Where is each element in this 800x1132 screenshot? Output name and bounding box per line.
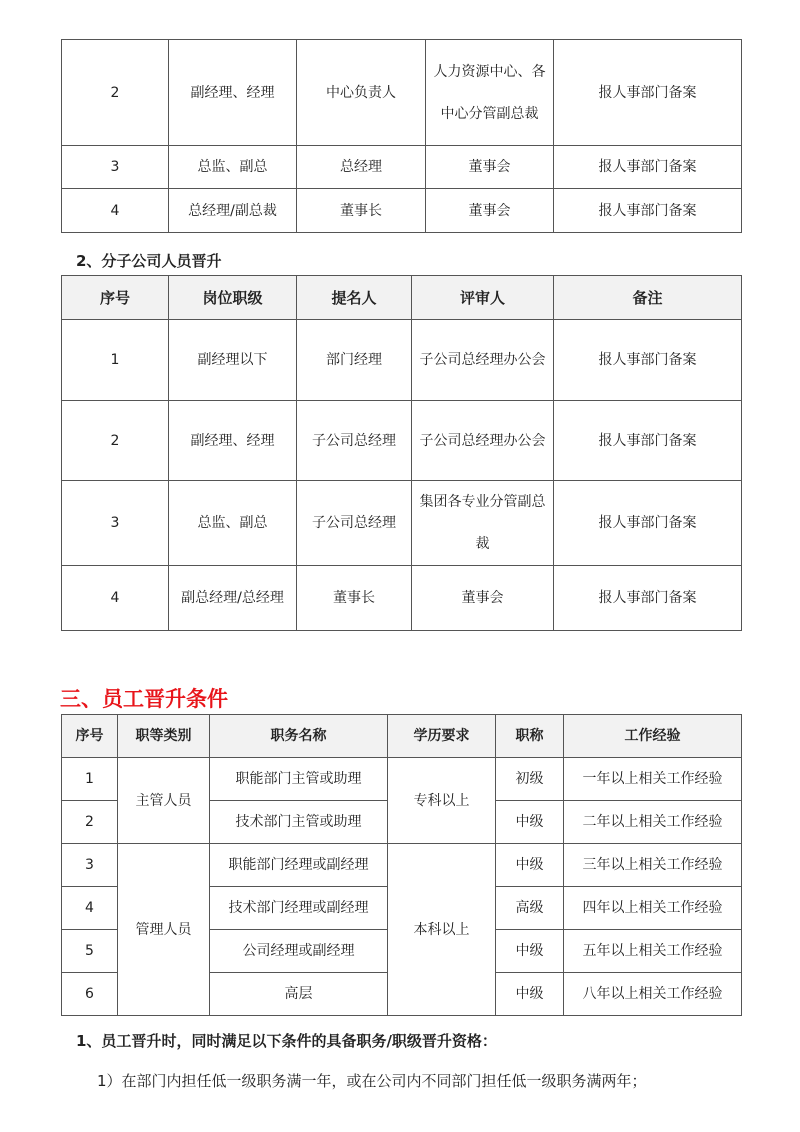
cell-experience: 三年以上相关工作经验: [564, 844, 742, 887]
cell-title: 中级: [496, 930, 564, 973]
cell-remark: 报人事部门备案: [554, 146, 742, 189]
header-experience: 工作经验: [564, 715, 742, 758]
cell-remark: 报人事部门备案: [554, 566, 742, 631]
cell-no: 3: [62, 146, 169, 189]
header-no: 序号: [62, 715, 118, 758]
cell-nominator: 子公司总经理: [297, 481, 412, 566]
table-row: [62, 481, 742, 566]
cell-remark: 报人事部门备案: [554, 40, 742, 146]
cell-nominator: 总经理: [297, 146, 426, 189]
cell-category: 管理人员: [118, 844, 210, 1016]
cell-title: 初级: [496, 758, 564, 801]
cell-position: 高层: [210, 973, 388, 1016]
table-row: [62, 758, 742, 801]
header-reviewer: 评审人: [412, 276, 554, 320]
table-row: [62, 146, 742, 189]
cell-no: 6: [62, 973, 118, 1016]
cell-no: 4: [62, 887, 118, 930]
table-row: [62, 566, 742, 631]
cell-nominator: 中心负责人: [297, 40, 426, 146]
cell-experience: 一年以上相关工作经验: [564, 758, 742, 801]
cell-no: 2: [62, 801, 118, 844]
cell-reviewer: 子公司总经理办公会: [412, 320, 554, 401]
cell-title: 高级: [496, 887, 564, 930]
header-category: 职等类别: [118, 715, 210, 758]
table-row: [62, 401, 742, 481]
cell-remark: 报人事部门备案: [554, 481, 742, 566]
cell-remark: 报人事部门备案: [554, 320, 742, 401]
cell-no: 1: [62, 320, 169, 401]
cell-experience: 四年以上相关工作经验: [564, 887, 742, 930]
cell-reviewer: 董事会: [426, 189, 554, 233]
cell-no: 5: [62, 930, 118, 973]
cell-no: 2: [62, 401, 169, 481]
cell-level: 总监、副总: [169, 146, 297, 189]
cell-position: 职能部门主管或助理: [210, 758, 388, 801]
cell-no: 4: [62, 189, 169, 233]
table-row: [62, 844, 742, 887]
cell-reviewer: 董事会: [412, 566, 554, 631]
cell-no: 3: [62, 844, 118, 887]
table-row: [62, 189, 742, 233]
cell-no: 4: [62, 566, 169, 631]
cell-nominator: 董事长: [297, 189, 426, 233]
table-header-row: [62, 276, 742, 320]
cell-level: 总经理/副总裁: [169, 189, 297, 233]
cell-reviewer: 人力资源中心、各中心分管副总裁: [426, 40, 554, 146]
cell-position: 技术部门主管或助理: [210, 801, 388, 844]
cell-education: 本科以上: [388, 844, 496, 1016]
cell-nominator: 子公司总经理: [297, 401, 412, 481]
cell-title: 中级: [496, 973, 564, 1016]
cell-position: 公司经理或副经理: [210, 930, 388, 973]
cell-level: 副经理、经理: [169, 401, 297, 481]
section-heading-promotion-conditions: 三、员工晋升条件: [60, 687, 228, 711]
cell-level: 总监、副总: [169, 481, 297, 566]
header-nominator: 提名人: [297, 276, 412, 320]
header-remark: 备注: [554, 276, 742, 320]
cell-reviewer: 集团各专业分管副总裁: [412, 481, 554, 566]
cell-nominator: 董事长: [297, 566, 412, 631]
cell-no: 2: [62, 40, 169, 146]
cell-remark: 报人事部门备案: [554, 401, 742, 481]
promotion-conditions-table: [61, 714, 742, 1016]
cell-level: 副总经理/总经理: [169, 566, 297, 631]
section-heading-subsidiary-promotion: 2、分子公司人员晋升: [76, 252, 222, 270]
cell-nominator: 部门经理: [297, 320, 412, 401]
table-row: [62, 320, 742, 401]
promotion-table-headquarters: [61, 39, 742, 233]
subheading-promotion-qualification: 1、员工晋升时，同时满足以下条件的具备职务/职级晋升资格：: [76, 1032, 497, 1050]
table-row: [62, 40, 742, 146]
header-education: 学历要求: [388, 715, 496, 758]
cell-experience: 五年以上相关工作经验: [564, 930, 742, 973]
table-header-row: [62, 715, 742, 758]
cell-title: 中级: [496, 844, 564, 887]
header-position: 职务名称: [210, 715, 388, 758]
header-no: 序号: [62, 276, 169, 320]
cell-education: 专科以上: [388, 758, 496, 844]
cell-position: 职能部门经理或副经理: [210, 844, 388, 887]
cell-reviewer: 董事会: [426, 146, 554, 189]
promotion-table-subsidiary: [61, 275, 742, 631]
cell-category: 主管人员: [118, 758, 210, 844]
cell-reviewer: 子公司总经理办公会: [412, 401, 554, 481]
cell-experience: 八年以上相关工作经验: [564, 973, 742, 1016]
cell-title: 中级: [496, 801, 564, 844]
cell-no: 1: [62, 758, 118, 801]
cell-experience: 二年以上相关工作经验: [564, 801, 742, 844]
cell-no: 3: [62, 481, 169, 566]
cell-level: 副经理以下: [169, 320, 297, 401]
header-level: 岗位职级: [169, 276, 297, 320]
paragraph-condition-1: 1）在部门内担任低一级职务满一年，或在公司内不同部门担任低一级职务满两年；: [97, 1072, 647, 1090]
cell-level: 副经理、经理: [169, 40, 297, 146]
cell-position: 技术部门经理或副经理: [210, 887, 388, 930]
cell-remark: 报人事部门备案: [554, 189, 742, 233]
header-title: 职称: [496, 715, 564, 758]
